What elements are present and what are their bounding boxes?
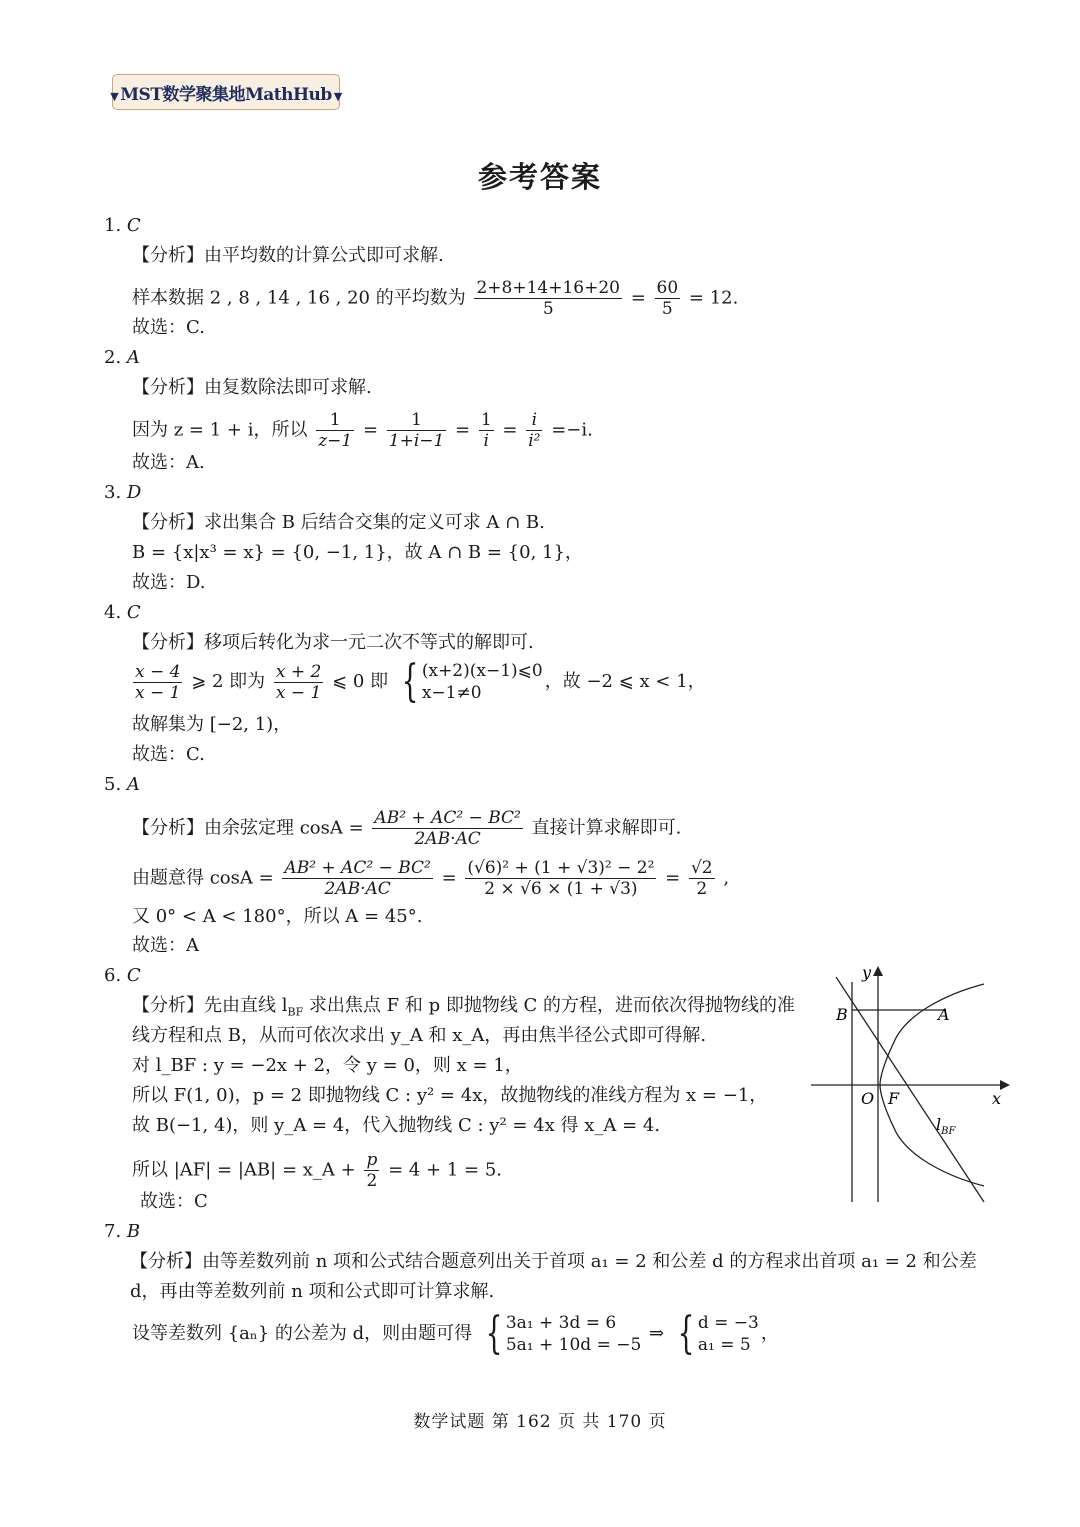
q7-system-2: { d = −3 a₁ = 5 — [677, 1308, 759, 1359]
label-y: y — [862, 963, 872, 982]
q5-line2: 又 0° < A < 180°，所以 A = 45°. — [132, 906, 423, 927]
q4-solution: $\frac{x - 4}{x - 1}$ ⩾ 2 即为 $\frac{x + 2}{x - 1}$ ⩽ 0 即 { (x+2)(x−1)⩽0 x−1≠0 ，故 −2 ⩽ x < 1， — [135, 656, 706, 707]
q6-line1: 对 l_BF : y = −2x + 2，令 y = 0，则 x = 1， — [132, 1055, 523, 1076]
q2-analysis: 【分析】由复数除法即可求解. — [132, 377, 372, 398]
q5-analysis: 【分析】由余弦定理 cosA = $\frac{\text{AB² + AC² − BC²}}{2AB\cdot AC}$ 直接计算求解即可. — [132, 808, 682, 849]
line-lBF — [836, 977, 984, 1202]
q7-analysis1: 【分析】由等差数列前 n 项和公式结合题意列出关于首项 a₁ = 2 和公差 d 的方程求出首项 a₁ = 2 和公差 — [130, 1251, 977, 1272]
q6-select: 故选：C — [140, 1191, 208, 1212]
q5-frac-c: $\frac{√2}{2}$ — [690, 858, 713, 899]
mathhub-logo — [112, 74, 340, 110]
q1-fraction-60: $\frac{60}{5}$ — [656, 278, 679, 319]
y-axis-arrow-icon — [873, 966, 883, 976]
label-B: B — [836, 1005, 848, 1024]
q5-line1: 由题意得 cosA = $\frac{\text{AB² + AC² − BC²}}{2AB\cdot AC}$ = $\frac{\text{(√6)² + (1 + √3)² − 2²}}{2 \times √6 \times (1 + √3)}$ = $\frac{√2}{2}$ , — [132, 858, 730, 899]
q4-line2: 故解集为 [−2, 1)， — [132, 714, 292, 735]
q7-number: 7. B — [104, 1221, 141, 1242]
q2-frac-3: $\frac{1}{i}$ — [480, 410, 492, 451]
q7-system-1: { 3a₁ + 3d = 6 5a₁ + 10d = −5 — [485, 1308, 642, 1359]
q3-analysis: 【分析】求出集合 B 后结合交集的定义可求 A ∩ B. — [132, 512, 545, 533]
triangle-icon: ▼ — [333, 89, 342, 103]
q2-solution: 因为 z = 1 + i，所以 $\frac{1}{z-1}$ = $\frac{1}{1+i-1}$ = $\frac{1}{i}$ = $\frac{i}{\text{i²}}$ =−i. — [132, 410, 593, 451]
parabola-graph — [806, 962, 1016, 1207]
q7-analysis2: d，再由等差数列前 n 项和公式即可计算求解. — [130, 1281, 495, 1302]
x-axis-arrow-icon — [1000, 1080, 1010, 1090]
q5-number: 5. A — [104, 774, 140, 795]
q3-line1: B = {x|x³ = x} = {0, −1, 1}，故 A ∩ B = {0, 1}， — [132, 542, 583, 563]
label-F: F — [888, 1089, 900, 1108]
q2-number: 2. A — [104, 347, 140, 368]
q4-frac-1: $\frac{x - 4}{x - 1}$ — [135, 661, 181, 703]
page-footer: 数学试题 第 162 页 共 170 页 — [413, 1412, 667, 1432]
q4-analysis: 【分析】移项后转化为求一元二次不等式的解即可. — [132, 632, 534, 653]
q5-cos-frac: $\frac{\text{AB² + AC² − BC²}}{2AB\cdot AC}$ — [374, 808, 521, 849]
q5-frac-b: $\frac{\text{(√6)² + (1 + √3)² − 2²}}{2 \times √6 \times (1 + √3)}$ — [467, 858, 655, 899]
q6-analysis1: 【分析】先由直线 $l_{BF}$ 求出焦点 F 和 p 即抛物线 C 的方程，进而依次得抛物线的准 — [132, 995, 796, 1019]
logo-text: MST数学聚集地MathHub — [120, 84, 332, 105]
q2-frac-4: $\frac{i}{\text{i²}}$ — [528, 410, 541, 451]
q1-analysis: 【分析】由平均数的计算公式即可求解. — [132, 245, 444, 266]
q6-p-frac: $\frac{p}{2}$ — [366, 1150, 378, 1191]
q5-frac-a: $\frac{\text{AB² + AC² − BC²}}{2AB\cdot AC}$ — [284, 858, 431, 899]
q2-frac-2: $\frac{1}{1+i-1}$ — [388, 410, 445, 451]
label-l: $l_{BF}$ — [936, 1115, 956, 1137]
q6-number: 6. C — [104, 965, 141, 986]
q2-frac-1: $\frac{1}{z-1}$ — [318, 410, 353, 451]
q1-select: 故选：C. — [132, 317, 205, 338]
q7-line1: 设等差数列 {aₙ} 的公差为 d，则由题可得 { 3a₁ + 3d = 6 5a₁ + 10d = −5 ⇒ { d = −3 a₁ = 5 ， — [132, 1308, 779, 1359]
label-x: x — [992, 1089, 1002, 1108]
page-title: 参考答案 — [477, 160, 602, 194]
q2-select: 故选：A. — [132, 452, 205, 473]
q1-number: 1. C — [104, 215, 141, 236]
q4-system: { (x+2)(x−1)⩽0 x−1≠0 — [401, 656, 543, 707]
label-O: O — [861, 1089, 875, 1108]
q6-analysis2: 线方程和点 B，从而可依次求出 y_A 和 x_A，再由焦半径公式即可得解. — [132, 1025, 707, 1046]
label-A: A — [938, 1005, 950, 1024]
q4-select: 故选：C. — [132, 744, 205, 765]
q6-line3: 故 B(−1, 4)，则 y_A = 4，代入抛物线 C : y² = 4x 得 x_A = 4. — [132, 1115, 661, 1136]
q6-line4: 所以 |AF| = |AB| = x_A + $\frac{p}{2}$ = 4 + 1 = 5. — [132, 1150, 502, 1191]
q4-number: 4. C — [104, 602, 141, 623]
q1-fraction-sum: $\frac{2+8+14+16+20}{5}$ — [476, 278, 620, 319]
q3-select: 故选：D. — [132, 572, 206, 593]
triangle-icon: ▼ — [110, 89, 119, 103]
q3-number: 3. D — [104, 482, 142, 503]
q4-frac-2: $\frac{x + 2}{x - 1}$ — [275, 661, 322, 703]
q1-solution: 样本数据 2 , 8 , 14 , 16 , 20 的平均数为 $\frac{2+8+14+16+20}{5}$ = $\frac{60}{5}$ = 12. — [132, 278, 739, 319]
q5-select: 故选：A — [132, 935, 199, 956]
q6-line2: 所以 F(1, 0)，p = 2 即抛物线 C : y² = 4x，故抛物线的准线方程为 x = −1， — [132, 1085, 768, 1106]
